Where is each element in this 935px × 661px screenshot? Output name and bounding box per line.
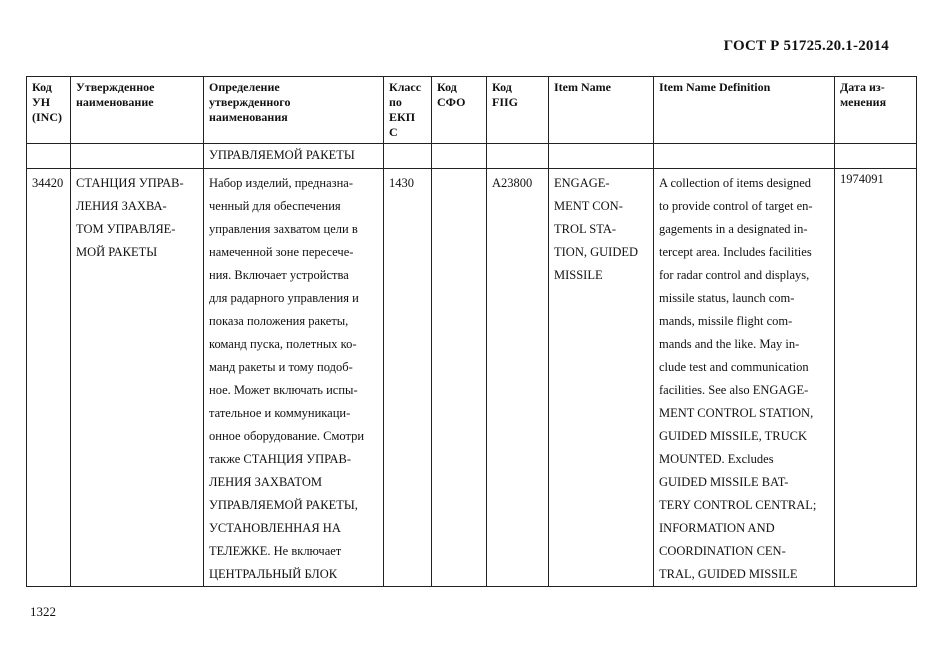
text-line: Дата из- — [840, 80, 885, 94]
text-line: наименование — [76, 95, 154, 109]
cell-item-name — [549, 169, 654, 587]
text-line: tercept area. Includes facilities — [659, 245, 812, 259]
text-line: УН — [32, 95, 51, 109]
text-line: Набор изделий, предназна- — [209, 176, 353, 190]
cell-item-name-definition — [654, 144, 835, 169]
text-line: онное оборудование. Смотри — [209, 429, 365, 443]
text-line: Утвержденное — [76, 80, 155, 94]
text-line: TION, GUIDED — [554, 245, 639, 259]
text-line: GUIDED MISSILE BAT- — [659, 475, 789, 489]
text-line: С — [389, 125, 398, 139]
text-line: mands and the like. May in- — [659, 337, 800, 351]
text-line: ЛЕНИЯ ЗАХВАТОМ — [209, 475, 323, 489]
text-line: MENT CON- — [554, 199, 623, 213]
header-class-ekps — [384, 77, 432, 144]
text-line: ENGAGE- — [554, 176, 610, 190]
text-line: gagements in a designated in- — [659, 222, 808, 236]
text-line: МОЙ РАКЕТЫ — [76, 245, 158, 259]
text-line: FIIG — [492, 95, 519, 109]
continuation-row — [27, 144, 917, 169]
header-item-name-definition — [654, 77, 835, 144]
text-line: СТАНЦИЯ УПРАВ- — [76, 176, 184, 190]
cell-class-ekps — [384, 144, 432, 169]
text-line: УПРАВЛЯЕМОЙ РАКЕТЫ, — [209, 498, 358, 512]
text-line: A collection of items designed — [659, 176, 812, 190]
text-line: INFORMATION AND — [659, 521, 775, 535]
text-line: тательное и коммуникаци- — [209, 406, 351, 420]
text-line: ЦЕНТРАЛЬНЫЙ БЛОК — [209, 567, 338, 581]
text-line: missile status, launch com- — [659, 291, 795, 305]
text-line: facilities. See also ENGAGE- — [659, 383, 809, 397]
text-line: GUIDED MISSILE, TRUCK — [659, 429, 808, 443]
text-line: Определение — [209, 80, 280, 94]
text-line: по — [389, 95, 402, 109]
text-line: ТЕЛЕЖКЕ. Не включает — [209, 544, 342, 558]
text-line: ЛЕНИЯ ЗАХВА- — [76, 199, 167, 213]
header-code-fiig — [487, 77, 549, 144]
text-line: наименования — [209, 110, 288, 124]
text-line: TROL STA- — [554, 222, 617, 236]
text-line: для радарного управления и — [209, 291, 359, 305]
cell-change-date — [835, 144, 917, 169]
text-line: команд пуска, полетных ко- — [209, 337, 357, 351]
header-item-name — [549, 77, 654, 144]
cell-code-sfo — [432, 169, 487, 587]
text-line: ное. Может включать испы- — [209, 383, 358, 397]
cell-code-inc — [27, 144, 71, 169]
text-line: MENT CONTROL STATION, — [659, 406, 814, 420]
header-row — [27, 77, 917, 144]
text-line: менения — [840, 95, 887, 109]
text-line: clude test and communication — [659, 360, 809, 374]
text-line: ченный для обеспечения — [209, 199, 341, 213]
table-row — [27, 169, 917, 587]
cell-code-fiig: A23800 — [487, 169, 549, 587]
standard-designation: ГОСТ Р 51725.20.1-2014 — [723, 38, 889, 54]
cell-item-name-definition — [654, 169, 835, 587]
header-change-date — [835, 77, 917, 144]
cell-code-sfo — [432, 144, 487, 169]
text-line: также СТАНЦИЯ УПРАВ- — [209, 452, 352, 466]
text-line: COORDINATION CEN- — [659, 544, 786, 558]
cell-change-date: 1974091 — [835, 169, 917, 587]
text-line: СФО — [437, 95, 466, 109]
text-line: TERY CONTROL CENTRAL; — [659, 498, 817, 512]
text-line: управления захватом цели в — [209, 222, 358, 236]
nomenclature-table — [26, 76, 917, 587]
header-definition — [204, 77, 384, 144]
text-line: Item Name — [554, 80, 611, 94]
text-line: for radar control and displays, — [659, 268, 810, 282]
cell-item-name — [549, 144, 654, 169]
cell-approved-name — [71, 144, 204, 169]
text-line: MOUNTED. Excludes — [659, 452, 774, 466]
text-line: Код — [32, 80, 52, 94]
text-line: to provide control of target en- — [659, 199, 813, 213]
header-code-inc — [27, 77, 71, 144]
text-line: (INC) — [32, 110, 62, 124]
cell-class-ekps: 1430 — [384, 169, 432, 587]
text-line: Item Name Definition — [659, 80, 771, 94]
text-line: ния. Включает устройства — [209, 268, 349, 282]
text-line: показа положения ракеты, — [209, 314, 349, 328]
text-line: Класс — [389, 80, 422, 94]
text-line: MISSILE — [554, 268, 603, 282]
text-line: ТОМ УПРАВЛЯЕ- — [76, 222, 176, 236]
text-line: Код — [492, 80, 512, 94]
text-line: mands, missile flight com- — [659, 314, 793, 328]
text-line: утвержденного — [209, 95, 291, 109]
cell-approved-name — [71, 169, 204, 587]
header-approved-name — [71, 77, 204, 144]
text-line: намеченной зоне пересече- — [209, 245, 354, 259]
header-code-sfo — [432, 77, 487, 144]
text-line: TRAL, GUIDED MISSILE — [659, 567, 798, 581]
cell-definition: УПРАВЛЯЕМОЙ РАКЕТЫ — [204, 144, 384, 169]
text-line: ЕКП — [389, 110, 416, 124]
text-line: манд ракеты и тому подоб- — [209, 360, 353, 374]
cell-definition — [204, 169, 384, 587]
page-number: 1322 — [30, 604, 56, 619]
cell-code-fiig — [487, 144, 549, 169]
text-line: Код — [437, 80, 457, 94]
text-line: УСТАНОВЛЕННАЯ НА — [209, 521, 341, 535]
cell-code-inc: 34420 — [27, 169, 71, 587]
